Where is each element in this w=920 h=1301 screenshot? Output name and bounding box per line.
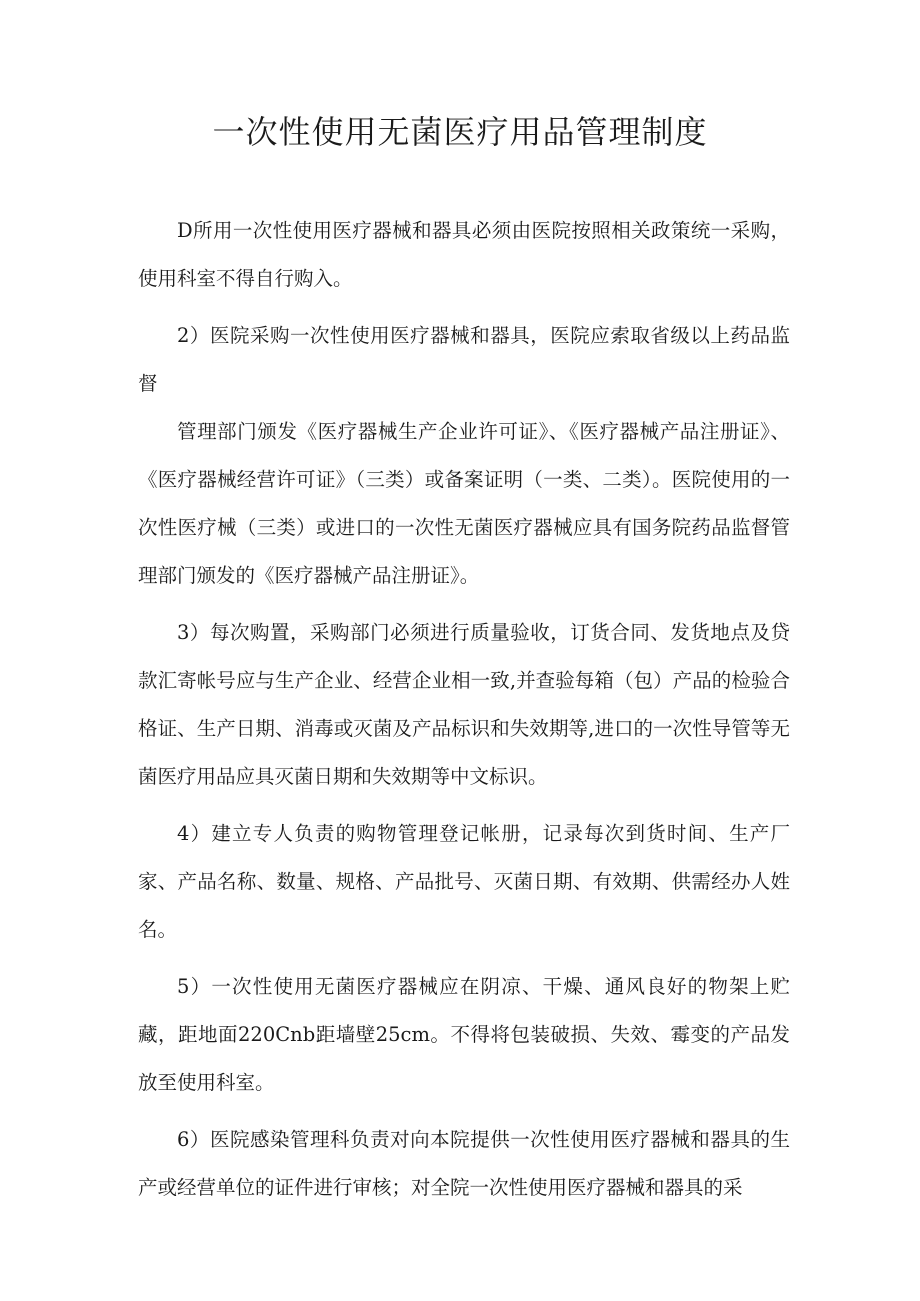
paragraph-4: 3）每次购置，采购部门必须进行质量验收，订货合同、发货地点及贷款汇寄帐号应与生产企业、经营企业相一致,并查验每箱（包）产品的检验合格证、生产日期、消毒或灭菌及产品标识和失效期等,进口的一次性导管等无菌医疗用品应具灭菌日期和失效期等中文标识。 [138, 621, 790, 788]
document-title: 一次性使用无菌医疗用品管理制度 [212, 113, 708, 151]
document-body [138, 207, 790, 1221]
paragraph-5: 4）建立专人负责的购物管理登记帐册，记录每次到货时间、生产厂家、产品名称、数量、规格、产品批号、灭菌日期、有效期、供需经办人姓名。 [138, 822, 790, 941]
paragraph-2: 2）医院采购一次性使用医疗器械和器具，医院应索取省级以上药品监督 [138, 324, 790, 395]
paragraph-1: D所用一次性使用医疗器械和器具必须由医院按照相关政策统一采购，使用科室不得自行购入。 [138, 219, 790, 290]
paragraph-7: 6）医院感染管理科负责对向本院提供一次性使用医疗器械和器具的生产或经营单位的证件进行审核；对全院一次性使用医疗器械和器具的采 [138, 1128, 790, 1199]
paragraph-3: 管理部门颁发《医疗器械生产企业许可证》、《医疗器械产品注册证》、《医疗器械经营许可证》（三类）或备案证明（一类、二类）。医院使用的一次性医疗械（三类）或进口的一次性无菌医疗器械应具有国务院药品监督管理部门颁发的《医疗器械产品注册证》。 [138, 420, 790, 587]
paragraph-6: 5）一次性使用无菌医疗器械应在阴凉、干燥、通风良好的物架上贮藏，距地面220Cnb距墙壁25cm。不得将包装破损、失效、霉变的产品发放至使用科室。 [138, 975, 790, 1094]
